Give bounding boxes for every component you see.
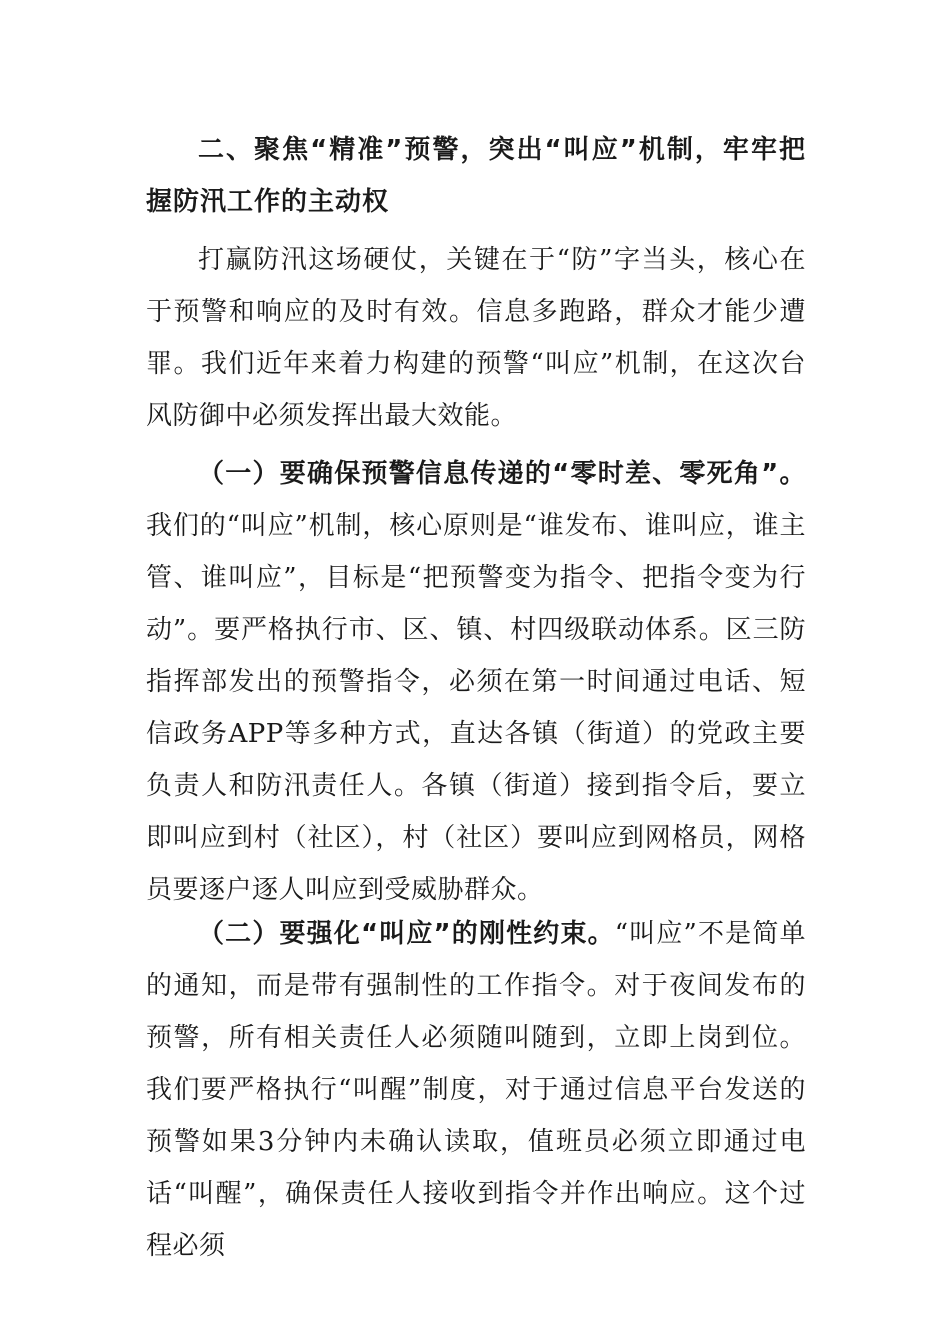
paragraph-subsection-1-text (146, 448, 806, 916)
subsection-2-lead: （二）要强化“叫应”的刚性约束。 (198, 919, 615, 949)
subsection-2-body: “叫应”不是简单的通知，而是带有强制性的工作指令。对于夜间发布的预警，所有相关责任人必须随叫随到，立即上岗到位。我们要严格执行“叫醒”制度，对于通过信息平台发送的预警如果3分钟内未确认读取，值班员必须立即通过电话“叫醒”，确保责任人接收到指令并作出响应。这个过程必须 (146, 919, 806, 1261)
subsection-1-body: 我们的“叫应”机制，核心原则是“谁发布、谁叫应，谁主管、谁叫应”，目标是“把预警变为指令、把指令变为行动”。要严格执行市、区、镇、村四级联动体系。区三防指挥部发出的预警指令，必须在第一时间通过电话、短信政务APP等多种方式，直达各镇（街道）的党政主要负责人和防汛责任人。各镇（街道）接到指令后，要立即叫应到村（社区），村（社区）要叫应到网格员，网格员要逐户逐人叫应到受威胁群众。 (146, 511, 806, 905)
paragraph-intro-text: 打赢防汛这场硬仗，关键在于“防”字当头，核心在于预警和响应的及时有效。信息多跑路，群众才能少遭罪。我们近年来着力构建的预警“叫应”机制，在这次台风防御中必须发挥出最大效能。 (146, 245, 806, 431)
paragraph-subsection-2 (146, 908, 806, 1272)
paragraph-intro (146, 234, 806, 442)
paragraph-subsection-1 (146, 448, 806, 916)
section-heading (146, 124, 806, 228)
subsection-1-lead: （一）要确保预警信息传递的“零时差、零死角”。 (198, 459, 806, 489)
section-heading-text: 二、聚焦“精准”预警，突出“叫应”机制，牢牢把握防汛工作的主动权 (146, 135, 806, 217)
paragraph-subsection-2-text (146, 908, 806, 1272)
